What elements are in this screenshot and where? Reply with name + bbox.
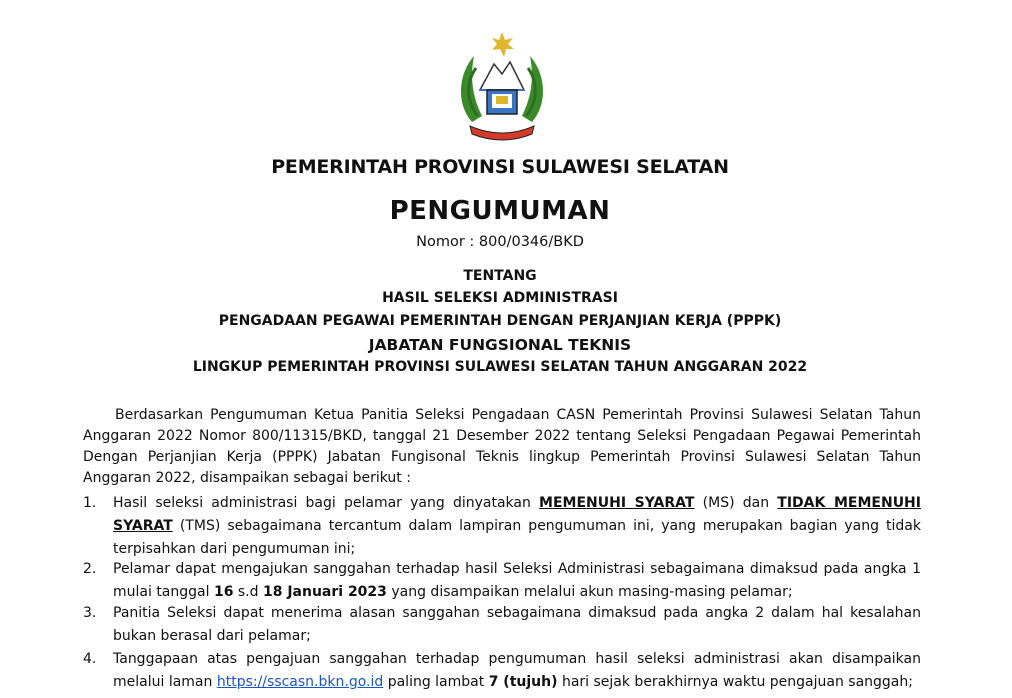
subject-line-4: JABATAN FUNGSIONAL TEKNIS (368, 336, 632, 354)
list-item-1 (83, 492, 921, 561)
list-item-text: Pelamar dapat mengajukan sanggahan terhadap hasil Seleksi Administrasi sebagaimana dimaksud pada angka 1 mulai tanggal 16 s.d 18 Januari 2023 yang disampaikan melalui akun masing-masing pelamar; (113, 561, 921, 600)
document-number: Nomor : 800/0346/BKD (416, 234, 584, 250)
list-number: 4. (83, 651, 97, 667)
sscasn-link[interactable]: https://sscasn.bkn.go.id (216, 674, 384, 690)
subject-line-1: TENTANG (463, 268, 537, 284)
list-number: 3. (83, 605, 97, 621)
subject-line-2: HASIL SELEKSI ADMINISTRASI (382, 290, 618, 306)
list-item-3 (83, 602, 921, 648)
list-item-text: Tanggapaan atas pengajuan sanggahan terhadap pengumuman hasil seleksi administrasi akan disampaikan melalui laman https://sscasn.bkn.go.id paling lambat 7 (tujuh) hari sejak berakhirnya waktu pengajuan sanggah; (113, 651, 921, 690)
list-number: 2. (83, 561, 97, 577)
deadline-days: 7 (tujuh) (488, 674, 558, 690)
government-heading: PEMERINTAH PROVINSI SULAWESI SELATAN (271, 156, 729, 178)
list-item-text: Panitia Seleksi dapat menerima alasan sanggahan sebagaimana dimaksud pada angka 2 dalam hal kesalahan bukan berasal dari pelamar; (113, 605, 921, 644)
list-item-2 (83, 558, 921, 604)
page-title: PENGUMUMAN (389, 196, 611, 226)
subject-line-5: LINGKUP PEMERINTAH PROVINSI SULAWESI SELATAN TAHUN ANGGARAN 2022 (192, 359, 808, 375)
end-date: 18 Januari 2023 (262, 584, 387, 600)
list-item-text: Hasil seleksi administrasi bagi pelamar yang dinyatakan MEMENUHI SYARAT (MS) dan TIDAK MEMENUHI SYARAT (TMS) sebagaimana tercantum dalam lampiran pengumuman ini, yang merupakan bagian yang tidak terpisahkan dari pengumuman ini; (113, 495, 921, 557)
list-number: 1. (83, 495, 97, 511)
tms-status: TIDAK MEMENUHI SYARAT (113, 495, 921, 534)
subject-line-3: PENGADAAN PEGAWAI PEMERINTAH DENGAN PERJANJIAN KERJA (PPPK) (218, 313, 782, 329)
start-date: 16 (213, 584, 234, 600)
provincial-emblem (452, 30, 552, 146)
ms-status: MEMENUHI SYARAT (539, 495, 695, 511)
list-item-4 (83, 648, 921, 694)
emblem-seal-icon (452, 30, 552, 146)
intro-paragraph: Berdasarkan Pengumuman Ketua Panitia Seleksi Pengadaan CASN Pemerintah Provinsi Sulawesi Selatan Tahun Anggaran 2022 Nomor 800/11315/BKD, tanggal 21 Desember 2022 tentang Seleksi Pengadaan Pegawai Pemerintah Dengan Perjanjian Kerja (PPPK) Jabatan Fungisonal Teknis lingkup Pemerintah Provinsi Sulawesi Selatan Tahun Anggaran 2022, disampaikan sebagai berikut : (83, 407, 921, 486)
